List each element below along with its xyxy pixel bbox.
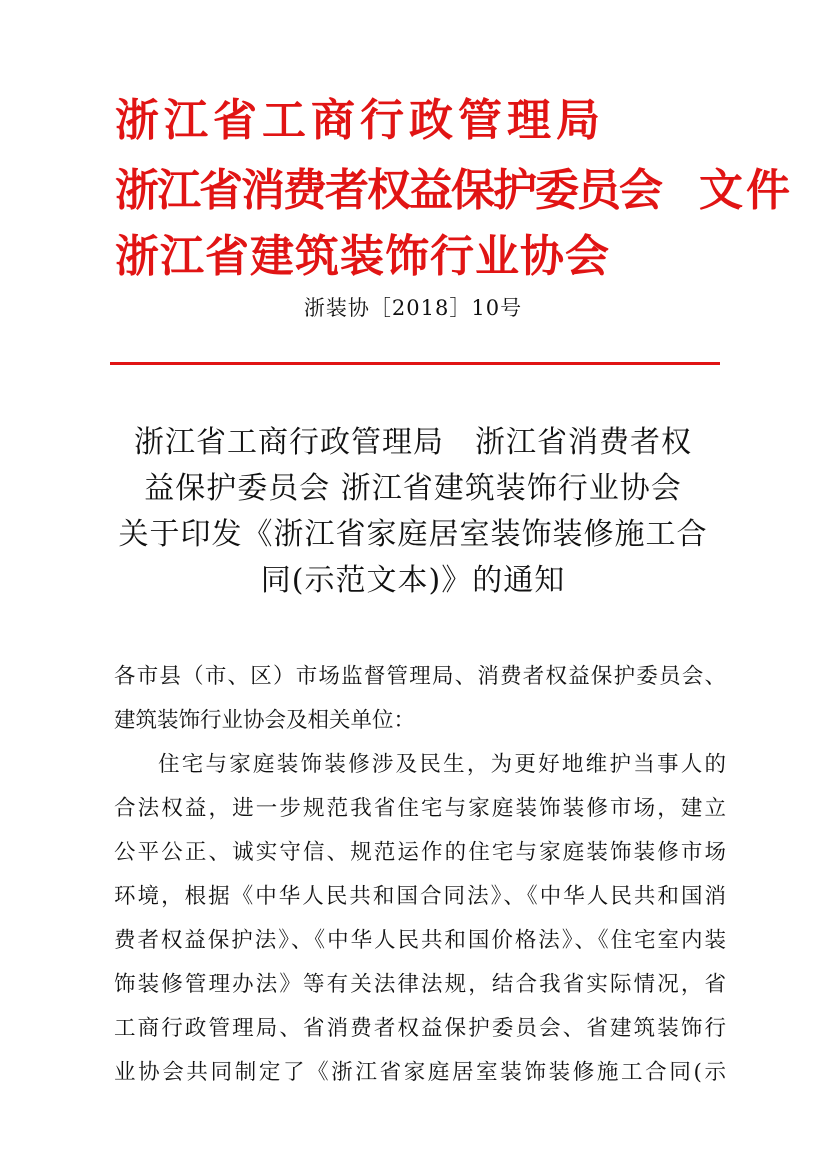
title-line-3: 关于印发《浙江省家庭居室装饰装修施工合 [118,517,708,552]
issuer-2-name: 浙江省消费者权益保护委员会 [115,165,661,216]
paragraph-line-6: 饰装修管理办法》等有关法律法规，结合我省实际情况，省 [114,972,726,997]
paragraph-line-5: 费者权益保护法》、《中华人民共和国价格法》、《住宅室内装 [114,928,726,953]
paragraph-line-2: 合法权益，进一步规范我省住宅与家庭装饰装修市场，建立 [114,796,726,821]
title-line-1: 浙江省工商行政管理局 浙江省消费者权 [134,425,692,460]
document-title [0,420,826,604]
issuer-line-2 [115,154,793,218]
document-number: 浙装协［2018］10号 [303,296,523,320]
paragraph-line-1: 住宅与家庭装饰装修涉及民生，为更好地维护当事人的 [158,752,726,777]
title-line-4: 同(示范文本)》的通知 [260,563,566,598]
title-line-2: 益保护委员会 浙江省建筑装饰行业协会 [144,471,682,506]
issuer-line-1: 浙江省工商行政管理局 [115,95,605,146]
paragraph-line-4: 环境，根据《中华人民共和国合同法》、《中华人民共和国消 [114,884,726,909]
file-word: 文件 [699,165,793,216]
addressee-line-1: 各市县（市、区）市场监督管理局、消费者权益保护委员会、 [114,664,726,689]
paragraph-line-7: 工商行政管理局、省消费者权益保护委员会、省建筑装饰行 [114,1016,726,1041]
red-divider-line [110,362,720,365]
paragraph-line-8: 业协会共同制定了《浙江省家庭居室装饰装修施工合同(示 [114,1060,726,1085]
paragraph-line-3: 公平公正、诚实守信、规范运作的住宅与家庭装饰装修市场 [114,840,726,865]
addressee-line-2: 建筑装饰行业协会及相关单位： [114,708,416,733]
document-body [114,655,726,1095]
issuer-line-3: 浙江省建筑装饰行业协会 [115,231,610,282]
